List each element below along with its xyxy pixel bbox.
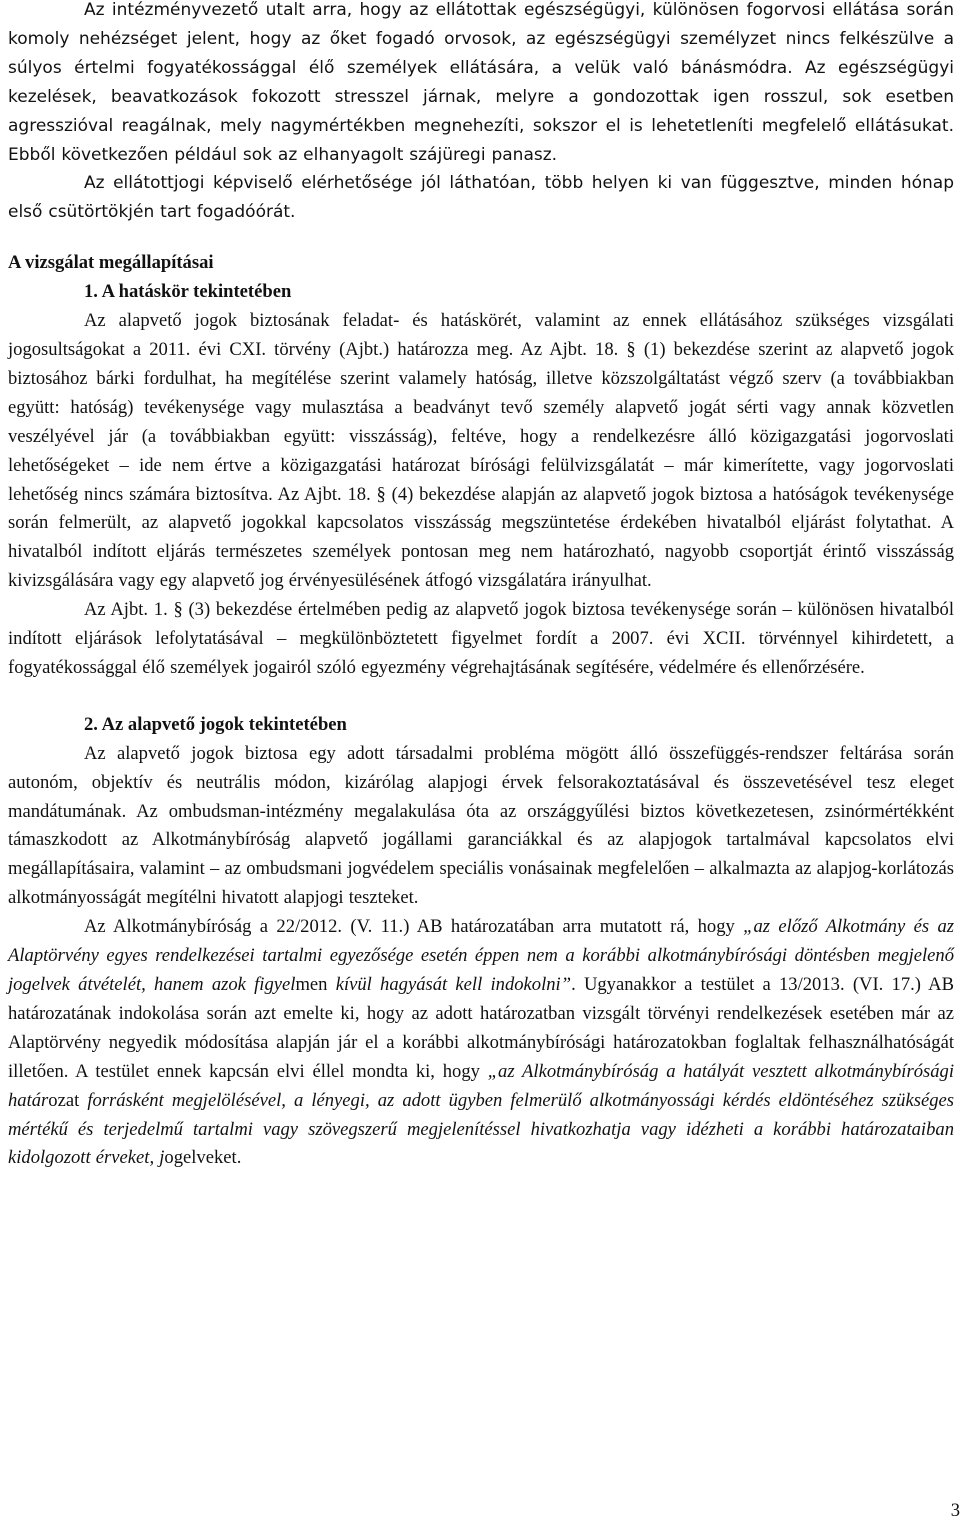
quote-span: forrásként megjelölésével, a lényegi, az adott ügyben felmerülő alkotmányossági kérdés eldöntéséhez szükséges mértékű és terjedelmű tartalmi vagy szövegszerű megjelenítéssel hivatkozhatja vagy idézheti a korábbi határozataiban kidolgozott érveket, j [8, 1089, 954, 1169]
document-page [8, 0, 954, 1173]
section-1-paragraph-1: Az alapvető jogok biztosának feladat- és hatáskörét, valamint az ennek ellátásához szükséges vizsgálati jogosultságokat a 2011. évi CXI. törvény (Ajbt.) határozza meg. Az Ajbt. 18. § (1) bekezdése szerint az alapvető jogok biztosához bárki fordulhat, ha megítélése szerint valamely hatóság, illetve közszolgáltatást végző szerv (a továbbiakban együtt: hatóság) tevékenysége vagy mulasztása a beadványt tevő személy alapvető jogát sérti vagy annak közvetlen veszélyével jár (a továbbiakban együtt: visszásság), feltéve, hogy a rendelkezésre álló közigazgatási jogorvoslati lehetőségeket – ide nem értve a közigazgatási határozat bírósági felülvizsgálatát – már kimerítette, vagy jogorvoslati lehetőség nincs számára biztosítva. Az Ajbt. 18. § (4) bekezdése alapján az alapvető jogok biztosa a hatóságok tevékenysége során felmerült, az alapvető jogokkal kapcsolatos visszásság megszüntetése érdekében hivatalból eljárást folytathat. A hivatalból indított eljárás természetes személyek pontosan meg nem határozható, nagyobb csoportját érintő visszásság kivizsgálására vagy egy alapvető jog érvényesülésének átfogó vizsgálatára irányulhat. [8, 310, 954, 592]
section-2-paragraph-1: Az alapvető jogok biztosa egy adott társadalmi probléma mögött álló összefüggés-rendszer feltárása során autonóm, objektív és neutrális módon, kizárólag alapjogi érvek felsorakoztatásával és összevetésével tesz eleget mandátumának. Az ombudsman-intézmény megalakulása óta az országgyűlési biztos következetesen, zsinórmértékként támaszkodott az Alkotmánybíróság alapvető jogállami garanciákkal és az alapjogok tartalmával kapcsolatos elvi megállapításaira, valamint – az ombudsmani jogvédelem speciális vonásainak megfelelően – alkalmazta az alapjog-korlátozás alkotmányosságát megítélni hivatott alapjogi teszteket. [8, 742, 954, 909]
section-1-paragraph-2: Az Ajbt. 1. § (3) bekezdése értelmében pedig az alapvető jogok biztosa tevékenysége során – különösen hivatalból indított eljárások lefolytatásával – megkülönböztetett figyelmet fordít a 2007. évi XCII. törvénnyel kihirdetett, a fogyatékossággal élő személyek jogairól szóló egyezmény végrehajtásának segítésére, védelmére és ellenőrzésére. [8, 599, 954, 678]
quote-span: kívül hagyását kell indokolni” [335, 974, 572, 995]
section-2-paragraph-2 [8, 913, 954, 1173]
section-title: A vizsgálat megállapításai [8, 252, 214, 274]
paragraph-representative: Az ellátottjogi képviselő elérhetősége jól láthatóan, több helyen ki van függesztve, minden hónap első csütörtökjén tart fogadóórát. [8, 173, 954, 223]
paragraph-dental-care: Az intézményvezető utalt arra, hogy az ellátottak egészségügyi, különösen fogorvosi ellátása során komoly nehézséget jelent, hogy az őket fogadó orvosok, az egészségügyi személyzet nincs felkészülve a súlyos értelmi fogyatékossággal élő személyek ellátására, a velük való bánásmódra. Az egészségügyi kezelések, beavatkozások fokozott stresszel járnak, melyre a gondozottak igen rosszul, sok esetben agresszióval reagálnak, mely nagymértékben megnehezíti, sokszor el is lehetetleníti megfelelő ellátásukat. Ebből következően például sok az elhanyagolt szájüregi panasz. [8, 0, 954, 165]
text-span: men [295, 974, 336, 995]
section-2-heading: 2. Az alapvető jogok tekintetében [84, 713, 347, 735]
section-1-heading: 1. A hatáskör tekintetében [84, 281, 292, 303]
page-number: 3 [950, 1500, 960, 1521]
text-span: ozat [48, 1089, 88, 1111]
text-span: Az Alkotmánybíróság a 22/2012. (V. 11.) AB határozatában arra mutatott rá, hogy [84, 916, 744, 938]
text-span: ogelveket. [164, 1147, 242, 1169]
quote-span: „az Alkotmánybíróság a hatályát vesztett alkotmánybírósági határ [8, 1060, 954, 1111]
quote-span: „az előző Alkotmány és az Alaptörvény egyes rendelkezései tartalmi egyezősége esetén éppen nem a korábbi alkotmánybírósági döntésben megjelenő jogelvek átvételét, hanem azok figyel [8, 916, 954, 995]
text-span: . Ugyanakkor a testület a 13/2013. (VI. 17.) AB határozatának indokolása során azt emelte ki, hogy az adott határozatban vizsgált törvényi rendelkezések esetében már az Alaptörvény negyedik módosítása alapján jár el a korábbi alkotmánybírósági határozatokban foglaltak felhasználhatóságát illetően. A testület ennek kapcsán elvi éllel mondta ki, hogy [8, 974, 954, 1082]
